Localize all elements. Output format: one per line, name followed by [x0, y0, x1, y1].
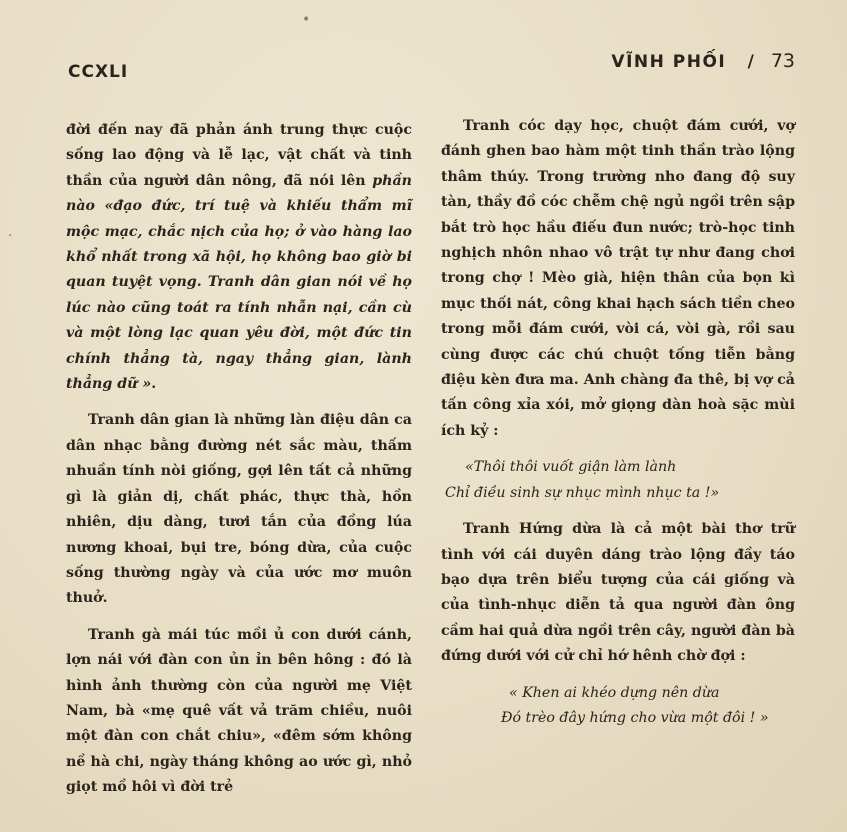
right-column	[441, 114, 795, 731]
paragraph: Tranh dân gian là những làn điệu dân ca dân nhạc bằng đường nét sắc màu, thấm nhuần tính nòi giống, gợi lên tất cả những gì là giản dị, chất phác, thực thà, hồn nhiên, dịu dàng, tươi tắn của đồng lúa nương khoai, bụi tre, bóng dừa, của cuộc sống thường ngày và của ước mơ muôn thuở.	[66, 412, 412, 607]
chapter-number: CCXLI	[68, 62, 129, 82]
verse-line: «Thôi thôi vuốt giận làm lành	[465, 459, 677, 476]
verse-line: « Khen ai khéo dựng nên dừa	[509, 684, 720, 701]
verse-line: Đó trèo đây hứng cho vừa một đôi ! »	[501, 709, 769, 726]
verse-quote	[441, 455, 795, 506]
running-header	[611, 50, 795, 72]
header-separator: /	[747, 52, 756, 72]
italic-quote: phần nào «đạo đức, trí tuệ và khiếu thẩm mĩ mộc mạc, chắc nịch của họ; ở vào hàng lao khổ nhất trong xã hội, họ không bao giờ bi quan tuyệt vọng. Tranh dân gian nói về họ lúc nào cũng toát ra tính nhẫn nại, cần cù và một lòng lạc quan yêu đời, một đức tin chính thẳng tà, ngay thẳng gian, lành thẳng dữ »	[66, 172, 412, 393]
verse-quote	[441, 681, 795, 732]
header-title: VĨNH PHỐI	[611, 52, 727, 72]
page-speck: ·	[8, 228, 13, 244]
page-number: 73	[770, 50, 795, 72]
left-column	[66, 118, 412, 801]
page-speck: •	[302, 12, 311, 28]
paragraph-end: .	[151, 376, 157, 393]
paragraph: Tranh gà mái túc mồi ủ con dưới cánh, lợn nái với đàn con ủn ỉn bên hông : đó là hình ảnh thường còn của người mẹ Việt Nam, bà «mẹ quê vất vả trăm chiều, nuôi một đàn con chắt chiu», «đêm sớm không nề hà chi, ngày tháng không ao ước gì, nhỏ giọt mồ hôi vì đời trẻ	[66, 626, 412, 796]
verse-line: Chỉ điều sinh sự nhục mình nhục ta !»	[445, 484, 720, 501]
paragraph-text: đời đến nay đã phản ánh trung thực cuộc sống lao động và lễ lạc, vật chất và tinh thần của người dân nông, đã nói lên	[66, 122, 412, 189]
paragraph: Tranh cóc dạy học, chuột đám cưới, vợ đánh ghen bao hàm một tinh thần trào lộng thâm thúy. Trong trường nho đang độ suy tàn, thầy đồ cóc chễm chệ ngủ ngồi trên sập bắt trò học hầu điếu đun nước; trò-học tinh nghịch nhôn nhao vô trật tự như đang chơi trong chợ ! Mèo già, hiện thân của bọn kì mục thối nát, công khai hạch sách tiền cheo trong mỗi đám cưới, vòi cá, vòi gà, rồi sau cùng được các chú chuột tống tiễn bằng điệu kèn đưa ma. Anh chàng đa thê, bị vợ cả tấn công xỉa xói, mở giọng dàn hoà sặc mùi ích kỷ :	[441, 118, 795, 439]
paragraph-continuation	[66, 118, 412, 397]
paragraph: Tranh Hứng dừa là cả một bài thơ trữ tình với cái duyên dáng trào lộng đầy táo bạo dựa trên biểu tượng của cái giống và của tình-nhục diễn tả qua người đàn ông cầm hai quả dừa ngồi trên cây, người đàn bà đứng dưới với cử chỉ hớ hênh chờ đợi :	[441, 521, 795, 665]
